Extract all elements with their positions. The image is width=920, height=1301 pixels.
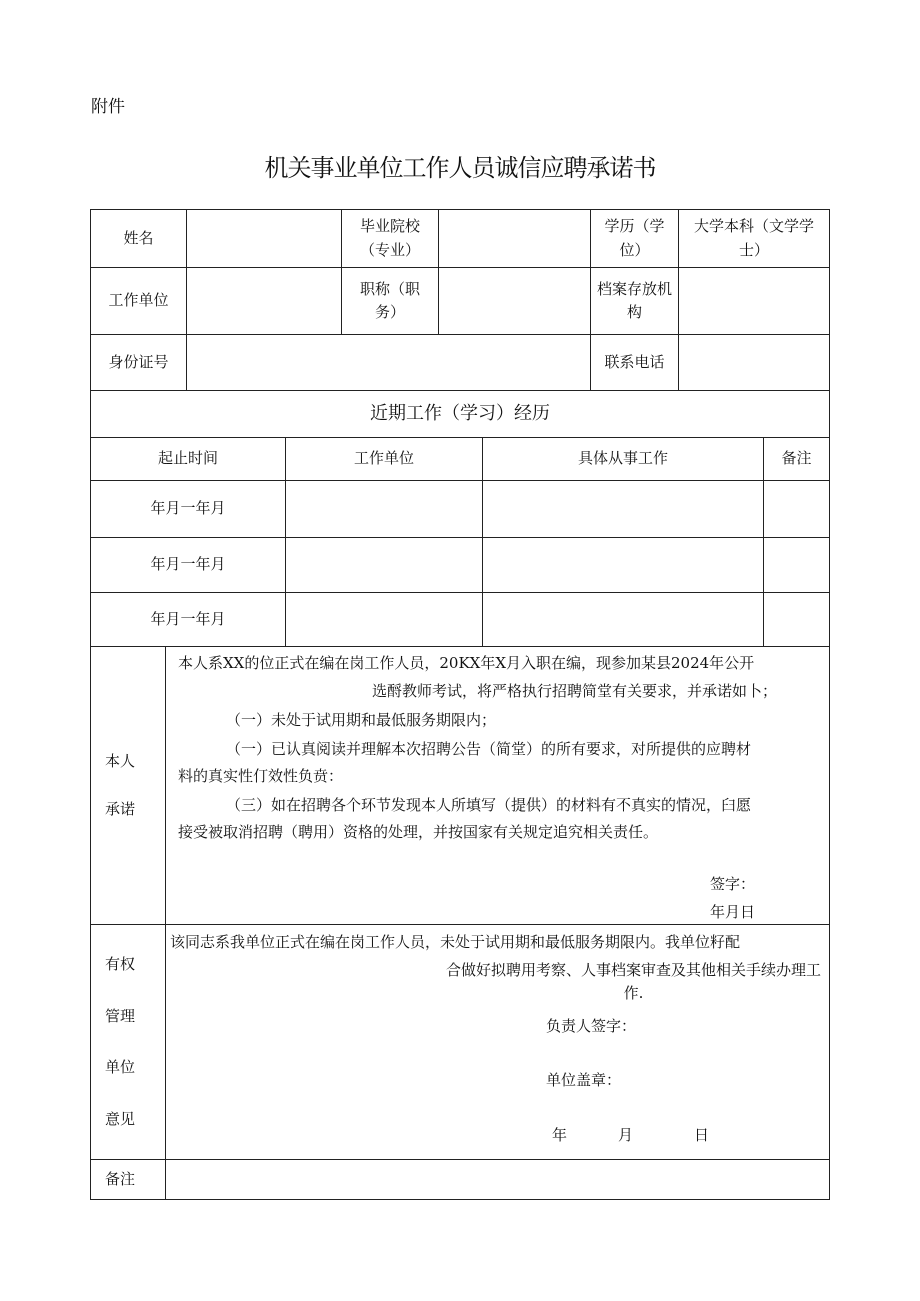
history-row-2-unit[interactable]: [286, 538, 483, 593]
attachment-label: 附件: [91, 97, 125, 117]
id-field[interactable]: [187, 335, 591, 391]
history-section-title: [91, 391, 829, 438]
pledge-signature: 签字：: [710, 875, 756, 893]
job-title-label: 职称（职: [359, 279, 420, 298]
date-year: 年: [552, 1126, 568, 1144]
id-label-cell: [91, 335, 187, 391]
job-title-label-cell: [342, 268, 439, 335]
pledge-date: 年月日: [710, 903, 756, 921]
school-field[interactable]: [439, 210, 591, 268]
history-header-unit: [286, 438, 483, 481]
authority-label-1: 有权: [105, 955, 136, 974]
pledge-item-3a: （三）如在招聘各个环节发现本人所填写（提供）的材料有不真实的情况，臼愿: [226, 796, 752, 814]
history-row-2-remark[interactable]: [764, 538, 829, 593]
pledge-item-1: （一）未处于试用期和最低服务期限内；: [226, 711, 497, 729]
authority-label-3: 单位: [105, 1058, 136, 1077]
degree-value-sub: 士）: [738, 240, 769, 259]
name-label: 姓名: [123, 228, 154, 247]
remark-header: 备注: [781, 449, 812, 468]
unit-stamp: 单位盖章：: [546, 1071, 622, 1089]
pledge-label-cell: [91, 647, 166, 925]
degree-label-sub: 位）: [619, 240, 650, 259]
id-label: 身份证号: [108, 352, 169, 371]
pledge-line-2: 选酹教师考试，将严格执行招聘简堂有关要求，并承诺如卜；: [372, 682, 778, 700]
period-text: 年月一年月: [150, 609, 226, 628]
work-unit-label: 工作单位: [108, 291, 169, 310]
history-row-1-remark[interactable]: [764, 481, 829, 538]
phone-field[interactable]: [679, 335, 829, 391]
authority-label-2: 管理: [105, 1006, 136, 1025]
history-header-period: [91, 438, 286, 481]
job-title-field[interactable]: [439, 268, 591, 335]
pledge-line-1: 本人系XX的位正式在编在岗工作人员，20KX年X月入职在编，现参加某县2024年公开: [178, 654, 755, 672]
school-label: 毕业院校: [359, 217, 420, 236]
phone-label-cell: [591, 335, 679, 391]
pledge-label: 本人: [105, 752, 136, 771]
authority-line-1: 该同志系我单位正式在编在岗工作人员，未处于试用期和最低服务期限内。我单位籽配: [170, 933, 741, 951]
name-field[interactable]: [187, 210, 342, 268]
job-title-label-sub: 务）: [374, 303, 405, 321]
phone-label: 联系电话: [604, 352, 665, 371]
degree-label-cell: [591, 210, 679, 268]
authority-label-cell: [91, 925, 166, 1160]
degree-value: 大学本科（文学学: [693, 217, 814, 236]
work-unit-field[interactable]: [187, 268, 342, 335]
school-label-cell: [342, 210, 439, 268]
history-header-duty: [483, 438, 764, 481]
authority-content: [166, 925, 829, 1160]
history-row-3-period[interactable]: [91, 593, 286, 647]
remarks-label-cell: [91, 1160, 166, 1199]
pledge-content: [166, 647, 829, 925]
leader-signature: 负责人签字：: [546, 1017, 637, 1035]
duty-header: 具体从事工作: [577, 449, 668, 468]
pledge-item-3b: 接受被取消招聘（聘用）资格的处理，并按国家有关规定追究相关责任。: [178, 823, 659, 841]
period-text: 年月一年月: [150, 499, 226, 518]
history-row-3-remark[interactable]: [764, 593, 829, 647]
remarks-field[interactable]: [166, 1160, 829, 1199]
history-row-2-duty[interactable]: [483, 538, 764, 593]
unit-header: 工作单位: [353, 449, 414, 468]
archive-label-cell: [591, 268, 679, 335]
history-header-remark: [764, 438, 829, 481]
archive-label-sub: 构: [626, 303, 642, 321]
authority-line-2: 合做好拟聘用考察、人事档案审查及其他相关手续办理工作.: [445, 961, 821, 1002]
date-day: 日: [694, 1126, 710, 1144]
degree-value-cell[interactable]: [679, 210, 829, 268]
history-title: 近期工作（学习）经历: [370, 403, 550, 425]
pledge-item-2b: 料的真实性仃效性负贲：: [178, 767, 344, 785]
page-title: 机关事业单位工作人员诚信应聘承诺书: [264, 154, 656, 182]
period-text: 年月一年月: [150, 555, 226, 574]
pledge-item-2a: （一）已认真阅读并理解本次招聘公告（简堂）的所有要求，对所提供的应聘材: [226, 740, 752, 758]
archive-field[interactable]: [679, 268, 829, 335]
name-label-cell: [91, 210, 187, 268]
work-unit-label-cell: [91, 268, 187, 335]
history-row-1-duty[interactable]: [483, 481, 764, 538]
degree-label: 学历（学: [604, 217, 665, 236]
school-label-sub: （专业）: [359, 240, 420, 259]
history-row-1-period[interactable]: [91, 481, 286, 538]
history-row-2-period[interactable]: [91, 538, 286, 593]
period-header: 起止时间: [157, 449, 218, 468]
remarks-label: 备注: [105, 1169, 136, 1188]
date-month: 月: [618, 1126, 634, 1144]
archive-label: 档案存放机: [596, 279, 672, 298]
pledge-form: [90, 209, 830, 1200]
authority-label-4: 意见: [105, 1109, 136, 1128]
history-row-3-duty[interactable]: [483, 593, 764, 647]
pledge-label-sub: 承诺: [105, 799, 136, 818]
history-row-3-unit[interactable]: [286, 593, 483, 647]
history-row-1-unit[interactable]: [286, 481, 483, 538]
